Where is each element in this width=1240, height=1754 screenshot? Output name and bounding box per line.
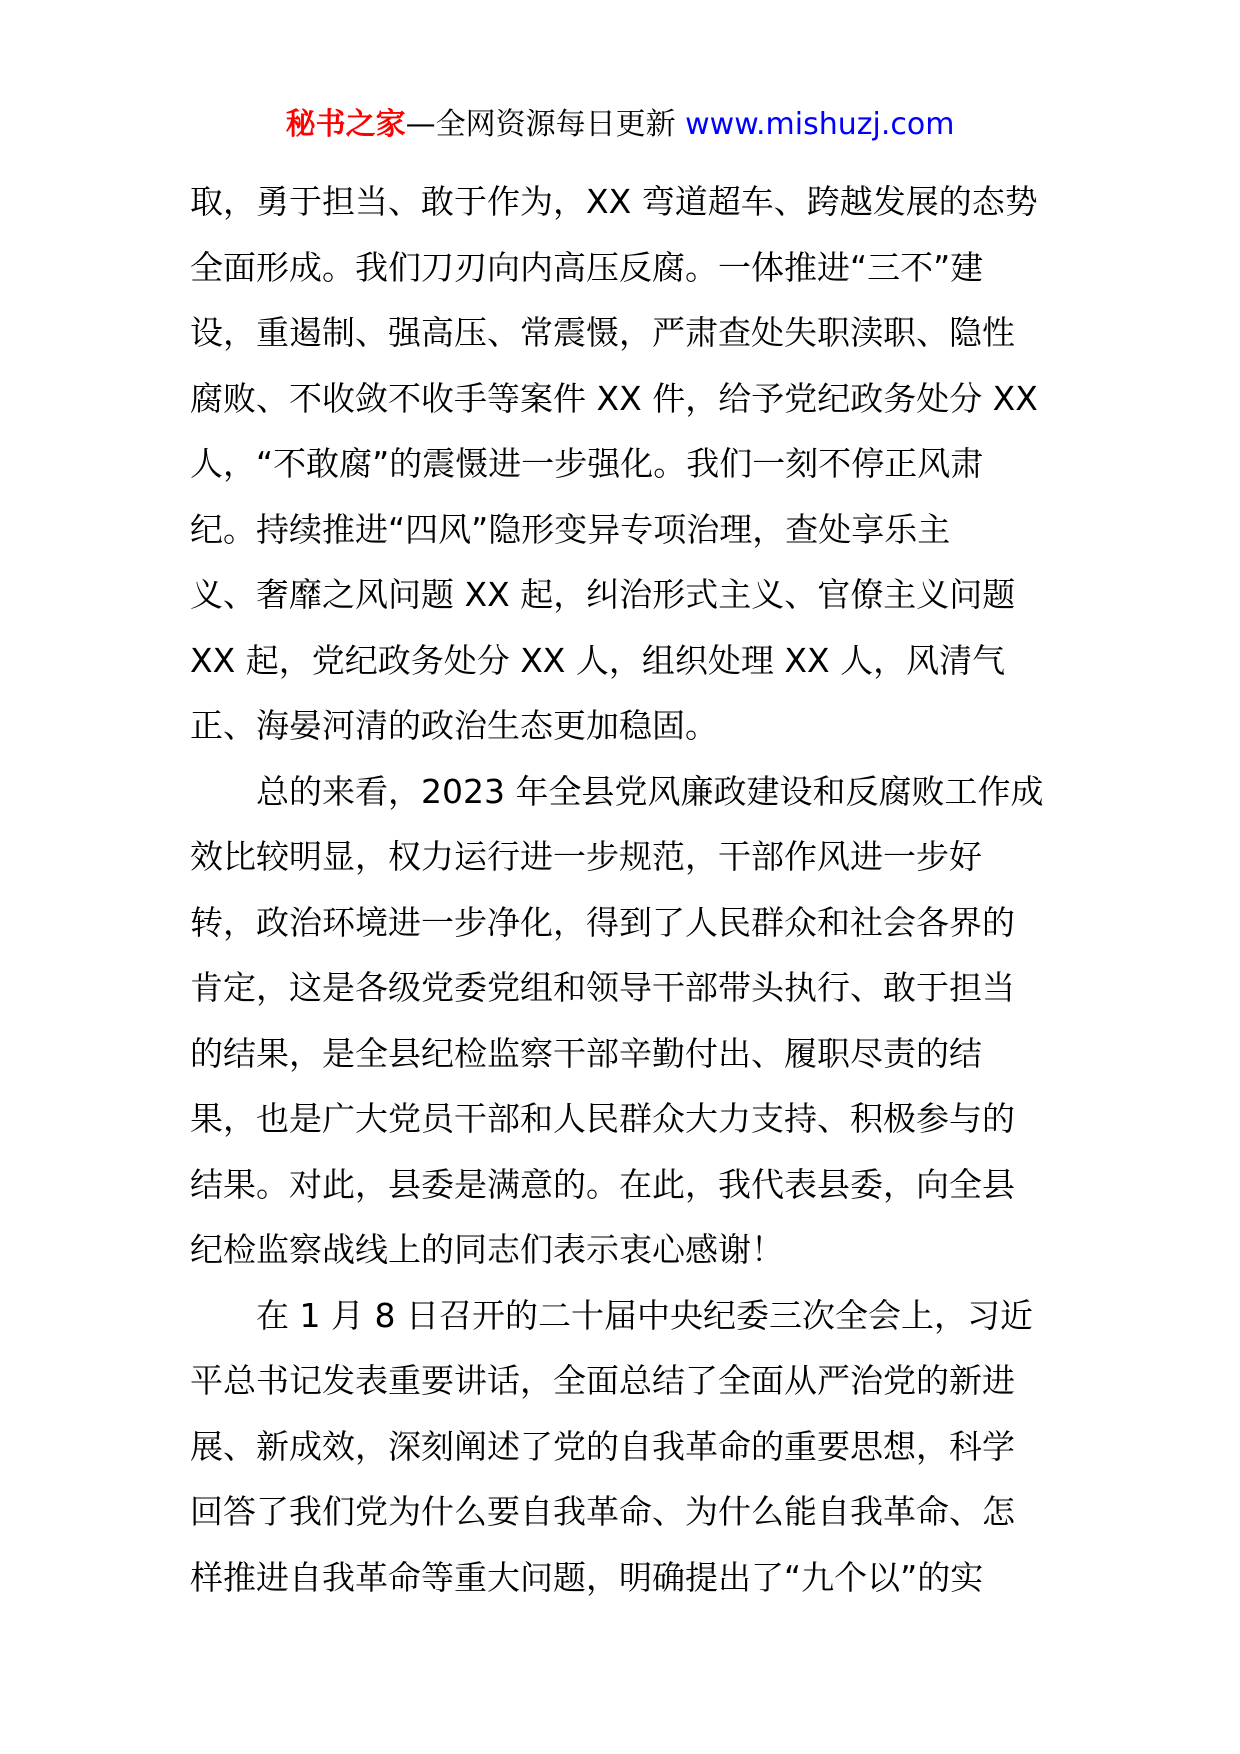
text-line: 义、奢靡之风问题 XX 起，纠治形式主义、官僚主义问题 <box>190 575 1016 614</box>
text-line: 平总书记发表重要讲话，全面总结了全面从严治党的新进 <box>190 1361 1015 1400</box>
page-header <box>0 103 1240 147</box>
text-line: 效比较明显，权力运行进一步规范，干部作风进一步好 <box>190 837 982 876</box>
site-url[interactable]: www.mishuzj.com <box>685 107 955 142</box>
text-line: 人，“不敢腐”的震慑进一步强化。我们一刻不停正风肃 <box>190 444 984 483</box>
paragraph-start-line: 总的来看，2023 年全县党风廉政建设和反腐败工作成 <box>256 771 1044 811</box>
text-line: 转，政治环境进一步净化，得到了人民群众和社会各界的 <box>190 902 1015 942</box>
brand-name: 秘书之家 <box>285 107 406 142</box>
text-line: 肯定，这是各级党委党组和领导干部带头执行、敢于担当 <box>190 968 1015 1007</box>
text-line: XX 起，党纪政务处分 XX 人，组织处理 XX 人，风清气 <box>190 640 1006 680</box>
text-line: 纪。持续推进“四风”隐形变异专项治理，查处享乐主 <box>190 509 951 549</box>
text-line: 取，勇于担当、敢于作为，XX 弯道超车、跨越发展的态势 <box>190 182 1038 221</box>
text-line: 果，也是广大党员干部和人民群众大力支持、积极参与的 <box>190 1099 1015 1138</box>
text-line: 腐败、不收敛不收手等案件 XX 件，给予党纪政务处分 XX <box>190 378 1038 418</box>
text-line: 纪检监察战线上的同志们表示衷心感谢！ <box>190 1230 784 1269</box>
header-tagline: —全网资源每日更新 <box>405 107 686 142</box>
text-line: 的结果，是全县纪检监察干部辛勤付出、履职尽责的结 <box>190 1033 982 1073</box>
paragraph-start-line: 在 1 月 8 日召开的二十届中央纪委三次全会上，习近 <box>256 1295 1033 1335</box>
text-line: 正、海晏河清的政治生态更加稳固。 <box>190 706 718 745</box>
document-body <box>190 169 1070 1610</box>
text-line: 展、新成效，深刻阐述了党的自我革命的重要思想，科学 <box>190 1426 1015 1466</box>
text-line: 设，重遏制、强高压、常震慑，严肃查处失职渎职、隐性 <box>190 313 1015 352</box>
text-line: 样推进自我革命等重大问题，明确提出了“九个以”的实 <box>190 1557 984 1597</box>
text-line: 回答了我们党为什么要自我革命、为什么能自我革命、怎 <box>190 1492 1015 1531</box>
text-line: 全面形成。我们刀刃向内高压反腐。一体推进“三不”建 <box>190 247 984 287</box>
text-line: 结果。对此，县委是满意的。在此，我代表县委，向全县 <box>190 1164 1015 1204</box>
